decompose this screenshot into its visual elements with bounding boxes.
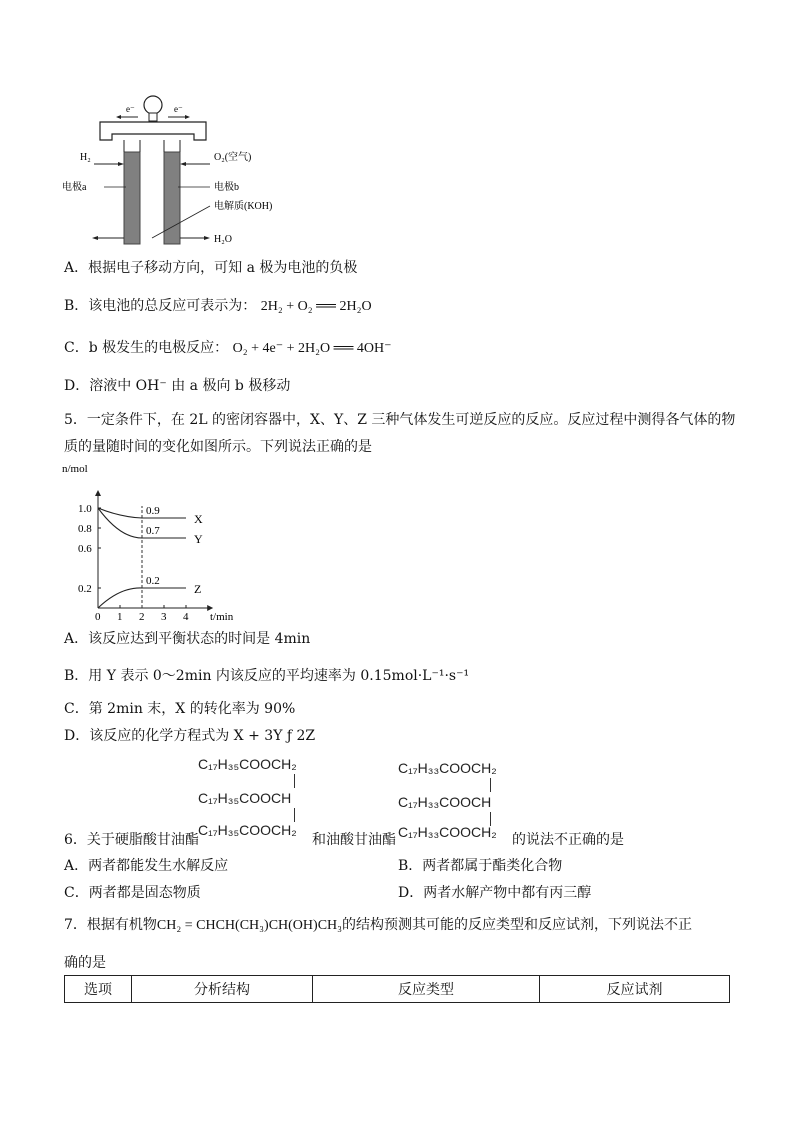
q6-stem-suffix: 的说法不正确的是 (512, 832, 624, 848)
q6-option-a: A．两者都能发生水解反应 (64, 858, 229, 874)
q5-option-b: B．用 Y 表示 0～2min 内该反应的平均速率为 0.15mol·L⁻¹·s⁻¹ (64, 668, 470, 684)
q4-option-b-formula: 2H₂ + O₂ ══ 2H₂O (260, 299, 372, 314)
x-tick-label-1: 1 (117, 611, 123, 623)
chart-ylabel: n/mol (62, 463, 88, 475)
o2-label: O₂(空气) (214, 152, 252, 163)
q7-col-analysis: 分析结构 (132, 976, 313, 1003)
q5-stem-line-1: 5．一定条件下，在 2L 的密闭容器中，X、Y、Z 三种气体发生可逆反应的反应。反应过程中测得各气体的物 (64, 412, 736, 428)
stearin-row-2: C₁₇H₃₅COOCH (198, 790, 292, 806)
olein-row-1: C₁₇H₃₃COOCH₂ (398, 760, 497, 776)
stearin-row-1: C₁₇H₃₅COOCH₂ (198, 756, 297, 772)
y-tick-label-0.2: 0.2 (78, 583, 92, 595)
q4-option-b: B．该电池的总反应可表示为： 2H₂ + O₂ ══ 2H₂O (64, 298, 372, 314)
data-label-Y: 0.7 (146, 525, 160, 537)
q7-table (64, 975, 730, 1003)
q5-option-a: A．该反应达到平衡状态的时间是 4min (64, 631, 311, 647)
q4-option-a: A．根据电子移动方向，可知 a 极为电池的负极 (64, 260, 358, 276)
q7-col-reagent: 反应试剂 (540, 976, 730, 1003)
y-tick-label-0.8: 0.8 (78, 523, 92, 535)
electron-label-left: e⁻ (126, 104, 135, 114)
electrolyte-label: 电解质(KOH) (214, 201, 273, 212)
external-circuit-wire (100, 122, 206, 140)
series-label-Y: Y (194, 532, 203, 546)
data-label-Z: 0.2 (146, 575, 160, 587)
q6-stem-middle: 和油酸甘油酯 (312, 832, 396, 848)
olein-structure (398, 756, 528, 840)
olein-row-3: C₁₇H₃₃COOCH₂ (398, 824, 497, 840)
stearin-row-3: C₁₇H₃₅COOCH₂ (198, 822, 297, 838)
q4-option-c: C．b 极发生的电极反应： O₂ + 4e⁻ + 2H₂O ══ 4OH⁻ (64, 340, 392, 356)
olein-bond-1 (490, 778, 491, 792)
q4-option-c-formula: O₂ + 4e⁻ + 2H₂O ══ 4OH⁻ (232, 341, 392, 356)
q7-col-reaction-type: 反应类型 (313, 976, 540, 1003)
q6-stem-prefix: 6．关于硬脂酸甘油酯 (64, 832, 199, 848)
q7-table-header-row (65, 976, 730, 1003)
q7-formula: CH₂ = CHCH(CH₃)CH(OH)CH₃ (156, 918, 343, 933)
x-tick-label-4: 4 (183, 611, 189, 623)
q7-col-option: 选项 (65, 976, 132, 1003)
x-tick-label-3: 3 (161, 611, 167, 623)
stearin-structure (198, 756, 318, 840)
q7-stem-line-2: 确的是 (64, 955, 106, 971)
stearin-bond-2 (294, 808, 295, 822)
data-label-X: 0.9 (146, 505, 160, 517)
q5-option-d: D．该反应的化学方程式为 X + 3Y ƒ 2Z (64, 728, 316, 744)
y-tick-label-0.6: 0.6 (78, 543, 92, 555)
light-bulb-icon (144, 96, 162, 114)
stearin-bond-1 (294, 774, 295, 788)
q7-stem-line-1: 7．根据有机物CH₂ = CHCH(CH₃)CH(OH)CH₃的结构预测其可能的反应类型和反应试剂，下列说法不正 (64, 917, 693, 933)
q6-option-b: B．两者都属于酯类化合物 (398, 858, 563, 874)
electrode-a (124, 152, 140, 244)
h2-label: H₂ (80, 152, 91, 163)
series-label-X: X (194, 512, 203, 526)
electron-label-right: e⁻ (174, 104, 183, 114)
y-tick-label-1.0: 1.0 (78, 503, 92, 515)
q5-stem-line-2: 质的量随时间的变化如图所示。下列说法正确的是 (64, 439, 372, 455)
x-tick-label-0: 0 (95, 611, 101, 623)
q6-option-c: C．两者都是固态物质 (64, 885, 201, 901)
fuel-cell-diagram (60, 88, 300, 250)
x-tick-label-2: 2 (139, 611, 145, 623)
q6-option-d: D．两者水解产物中都有丙三醇 (398, 885, 592, 901)
y-axis-arrow (95, 490, 101, 496)
q4-option-d: D．溶液中 OH⁻ 由 a 极向 b 极移动 (64, 378, 291, 394)
series-label-Z: Z (194, 582, 202, 596)
olein-row-2: C₁₇H₃₃COOCH (398, 794, 492, 810)
chart-xlabel: t/min (210, 611, 234, 623)
q5-line-chart (60, 462, 250, 624)
electrode-b-label: 电极b (214, 182, 239, 193)
q5-option-c: C．第 2min 末，X 的转化率为 90% (64, 701, 296, 717)
electrode-a-label: 电极a (62, 182, 87, 193)
h2o-label: H₂O (214, 234, 232, 245)
